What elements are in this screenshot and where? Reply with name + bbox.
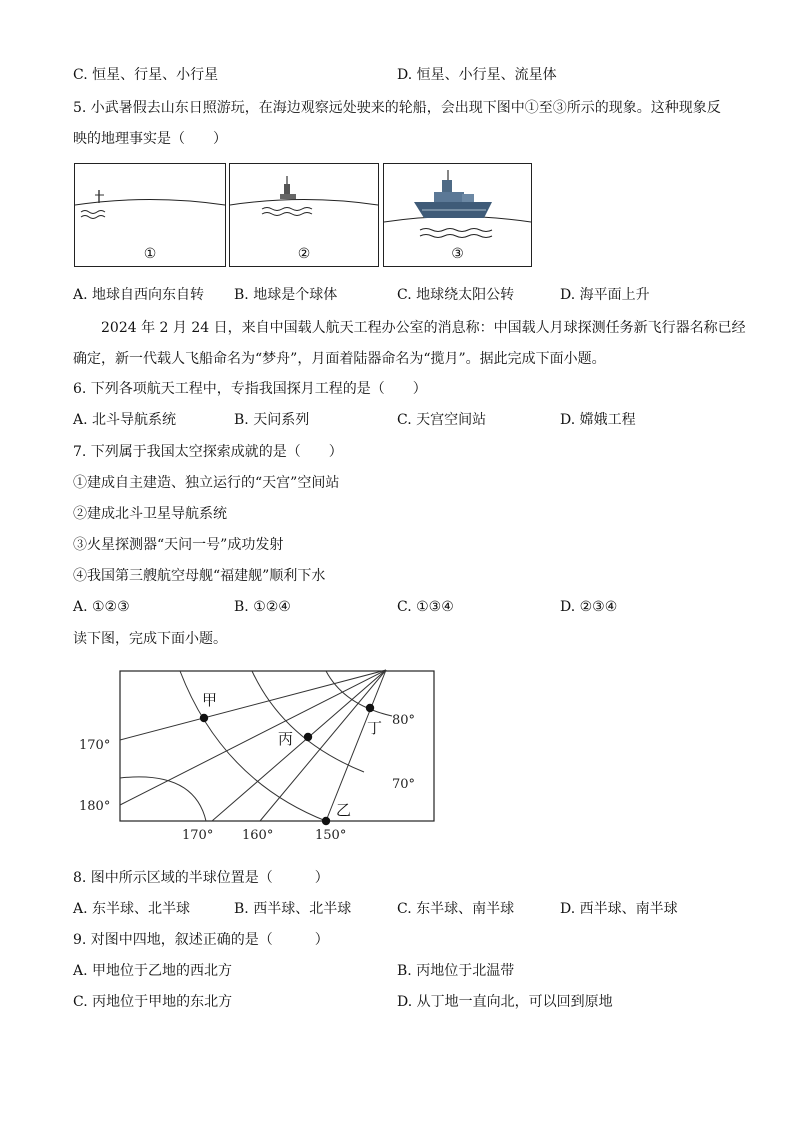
q5-option-c[interactable]: C. 地球绕太阳公转 [397, 287, 515, 303]
latitude-arcs [120, 671, 392, 821]
label-lat-170: 170° [79, 738, 111, 753]
q7-item-3: ③火星探测器“天问一号”成功发射 [73, 537, 284, 553]
q8-option-b[interactable]: B. 西半球、北半球 [234, 901, 352, 917]
q9-option-d[interactable]: D. 从丁地一直向北，可以回到原地 [397, 994, 613, 1010]
label-jia: 甲 [202, 691, 218, 709]
q4-option-c: C. 恒星、行星、小行星 [73, 67, 219, 83]
q7-item-1: ①建成自主建造、独立运行的“天宫”空间站 [73, 475, 340, 491]
q5-panel-3 [383, 163, 532, 267]
q9-option-c[interactable]: C. 丙地位于甲地的东北方 [73, 994, 233, 1010]
label-bing: 丙 [278, 730, 294, 748]
q6-option-b[interactable]: B. 天问系列 [234, 412, 310, 428]
q9-stem: 9. 对图中四地，叙述正确的是（ ） [73, 932, 329, 948]
q5-panel-1 [74, 163, 226, 267]
point-jia [200, 714, 208, 722]
q9-option-a[interactable]: A. 甲地位于乙地的西北方 [73, 963, 233, 979]
panel-label-3: ③ [451, 246, 464, 262]
label-lat-70: 70° [392, 777, 416, 792]
q5-stem-line2: 映的地理事实是（ ） [73, 131, 227, 147]
q5-option-b[interactable]: B. 地球是个球体 [234, 287, 338, 303]
q7-option-a[interactable]: A. ①②③ [73, 599, 130, 615]
q5-stem-line1: 5. 小武暑假去山东日照游玩，在海边观察远处驶来的轮船，会出现下图中①至③所示的现象。这种现象反 [73, 100, 721, 116]
q6-option-c[interactable]: C. 天宫空间站 [397, 412, 487, 428]
q5-panel-2 [229, 163, 379, 267]
passage-line2: 确定，新一代载人飞船命名为“梦舟”，月面着陆器命名为“揽月”。据此完成下面小题。 [73, 351, 606, 367]
point-ding [366, 704, 374, 712]
panel-label-2: ② [297, 246, 311, 262]
q7-item-2: ②建成北斗卫星导航系统 [73, 506, 227, 522]
q8-option-a[interactable]: A. 东半球、北半球 [73, 901, 191, 917]
map-intro: 读下图，完成下面小题。 [73, 631, 227, 647]
q8-option-d[interactable]: D. 西半球、南半球 [560, 901, 678, 917]
label-yi: 乙 [336, 801, 352, 819]
q5-option-d[interactable]: D. 海平面上升 [560, 287, 650, 303]
q4-option-d: D. 恒星、小行星、流星体 [397, 67, 557, 83]
q7-option-d[interactable]: D. ②③④ [560, 599, 618, 615]
latitude-longitude-map [74, 660, 454, 850]
q6-option-a[interactable]: A. 北斗导航系统 [73, 412, 177, 428]
q8-stem: 8. 图中所示区域的半球位置是（ ） [73, 870, 329, 886]
q6-option-d[interactable]: D. 嫦娥工程 [560, 412, 636, 428]
label-lon-150: 150° [315, 828, 347, 843]
label-lon-170: 170° [182, 828, 214, 843]
q7-option-b[interactable]: B. ①②④ [234, 599, 291, 615]
label-lat-180: 180° [79, 799, 111, 814]
label-ding: 丁 [367, 719, 383, 737]
passage-line1: 2024 年 2 月 24 日，来自中国载人航天工程办公室的消息称：中国载人月球探测任务新飞行器名称已经 [101, 320, 746, 336]
panel-label-1: ① [143, 246, 157, 262]
map-frame [120, 671, 434, 821]
point-yi [322, 817, 330, 825]
meridian-lines [120, 670, 386, 821]
q7-stem: 7. 下列属于我国太空探索成就的是（ ） [73, 444, 343, 460]
q9-option-b[interactable]: B. 丙地位于北温带 [397, 963, 515, 979]
q7-option-c[interactable]: C. ①③④ [397, 599, 454, 615]
q5-option-a[interactable]: A. 地球自西向东自转 [73, 287, 205, 303]
q7-item-4: ④我国第三艘航空母舰“福建舰”顺利下水 [73, 568, 326, 584]
point-bing [304, 733, 312, 741]
q6-stem: 6. 下列各项航天工程中，专指我国探月工程的是（ ） [73, 381, 427, 397]
label-lat-80: 80° [392, 713, 416, 728]
q8-option-c[interactable]: C. 东半球、南半球 [397, 901, 515, 917]
label-lon-160: 160° [242, 828, 274, 843]
